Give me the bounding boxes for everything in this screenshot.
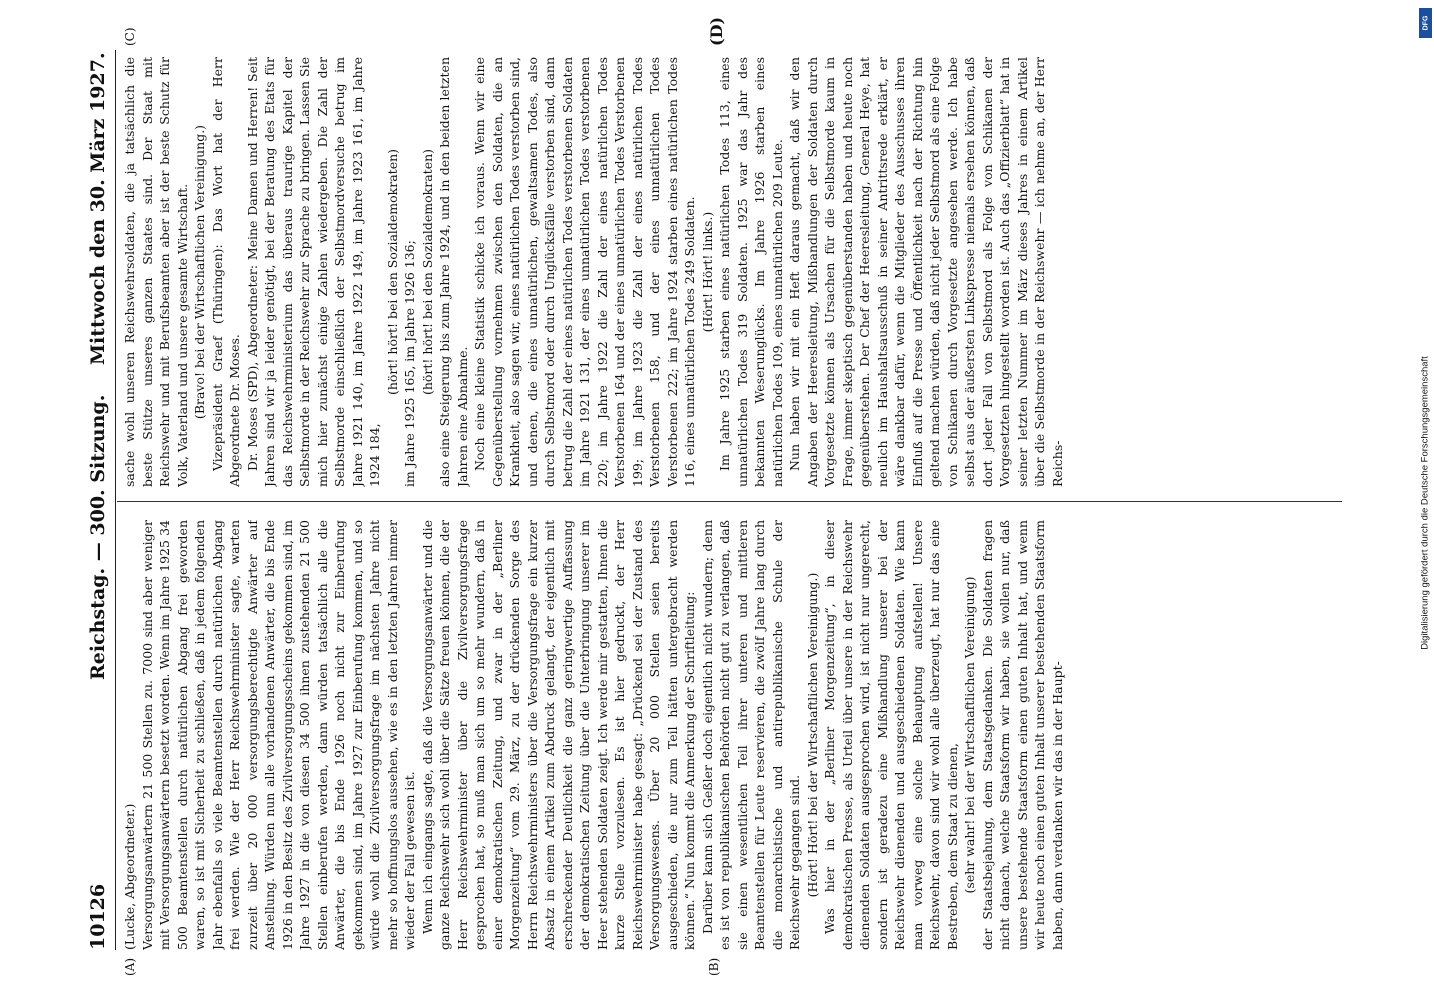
paragraph: sache wohl unseren Reichswehrsoldaten, die ja tatsächlich die beste Stütze unseres ganzen Staates sind. Der Staat mit Reichswehr und mit Berufsbeamten aber ist der beste Schutz für Volk, Vaterland und unsere gesamte Wirtschaft. — [122, 57, 190, 487]
paragraph: Was hier in der „Berliner Morgenzeitung“, in dieser demokratischen Presse, als Urteil über unsere in der Reichswehr dienenden Soldaten ausgesprochen wird, ist nicht nur ungerecht, sondern ist geradezu eine Mißhandlung unserer bei der Reichswehr dienenden und ausgeschiedenen Soldaten. Wie kann man vorweg eine solche Behauptung aufstellen! Unsere Reichswehr, davon sind wir wohl alle überzeugt, hat nur das eine Bestreben, dem Staat zu dienen, — [822, 520, 960, 950]
paragraph: Noch eine kleine Statistik schicke ich voraus. Wenn wir eine Gegenüberstellung vornehmen zwischen den Soldaten, die an Krankheit, also sagen wir, eines natürlichen Todes verstorben sind, und denen, die eines unnatürlichen, gewaltsamen Todes, also durch Selbstmord oder durch Unglücksfälle verstorben sind, dann betrug die Zahl der eines natürlichen Todes verstorbenen Soldaten im Jahre 1921 131, der eines unnatürlichen Todes verstorbenen 220; im Jahre 1922 die Zahl der eines natürlichen Todes Verstorbenen 164 und der eines unnatürlichen Todes Verstorbenen 199; im Jahre 1923 die Zahl der eines natürlichen Todes Verstorbenen 158, und der eines unnatürlichen Todes Verstorbenen 222; im Jahre 1924 starben eines natürlichen Todes 116, eines unnatürlichen Todes 249 Soldaten. — [472, 57, 697, 487]
column-divider — [117, 501, 1342, 502]
dfg-logo: DFG — [1419, 8, 1432, 38]
left-column — [121, 520, 1331, 950]
paragraph: Im Jahre 1925 starben eines natürlichen Todes 113, eines unnatürlichen Todes 319 Soldaten. 1925 war das Jahr des bekannten Weserunglücks. Im Jahre 1926 starben eines natürlichen Todes 109, eines unnatürlichen 209 Leute. — [717, 57, 785, 487]
margin-mark-a: (A) — [123, 957, 137, 976]
session-date: Mittwoch den 30. März 1927. — [87, 52, 109, 365]
interjection: (sehr wahr! bei der Wirtschaftlichen Vereinigung) — [962, 576, 977, 894]
paragraph: Wenn ich eingangs sagte, daß die Versorgungsanwärter und die ganze Reichswehr sich wohl über die Sätze freuen können, die der Herr Reichswehrminister über die Zivilversorgungsfrage gesprochen hat, so muß man sich um so mehr wundern, daß in einer demokratischen Zeitung, und zwar in der „Berliner Morgenzeitung“ vom 29. März, zu der drückenden Sorge des Herrn Reichswehrministers über die Versorgungsfrage ein kurzer Absatz in einem Artikel zum Abdruck gelangt, der eigentlich mit erschreckender Deutlichkeit die ganz geringwertige Auffassung der demokratischen Zeitung über die Unterbringung unserer im Heer stehenden Soldaten zeigt. Ich werde mir gestatten, Ihnen die kurze Stelle vorzulesen. Es ist hier gedruckt, der Herr Reichswehrminister habe gesagt: „Drückend sei der Zustand des Versorgungswesens. Über 20 000 Stellen seien bereits ausgeschieden, die nur zum Teil hätten untergebracht werden können.“ Nun kommt die Anmerkung der Schriftleitung: — [419, 520, 697, 950]
margin-mark-d: (D) — [707, 16, 726, 46]
paragraph: also eine Steigerung bis zum Jahre 1924, und in den beiden letzten Jahren eine Abnahme. — [437, 57, 470, 487]
quote-paragraph: Darüber kann sich Geßler doch eigentlich nicht wundern; denn es ist von republikanischen Behörden nicht gut zu verlangen, daß sie einen wesentlichen Teil ihrer unteren und mittleren Beamtenstellen für Leute reservieren, die zwölf Jahre lang durch die monarchistische und antirepublikanische Schule der Reichswehr gegangen sind. — [699, 520, 802, 950]
interjection: (Hört! Hört! links.) — [699, 211, 715, 333]
speaker-paragraph: Dr. Moses (SPD), Abgeordneter: Meine Damen und Herren! Seit Jahren sind wir ja leider genötigt, bei der Beratung des Etats für das Reichswehrministerium das überaus traurige Kapitel der Selbstmorde in der Reichswehr zur Sprache zu bringen. Lassen Sie mich hier zunächst einige Zahlen wiedergeben. Die Zahl der Selbstmorde einschließlich der Selbstmordversuche betrug im Jahre 1921 140, im Jahre 1922 149, im Jahre 1923 161, im Jahre 1924 184, — [244, 57, 382, 487]
paragraph: Versorgungsanwärtern 21 500 Stellen zu. 7000 sind aber weniger mit Versorgungsanwärtern besetzt worden. Wenn im Jahre 1925 34 500 Beamtenstellen durch natürlichen Abgang frei geworden waren, so ist mit Sicherheit zu schließen, daß in jedem folgenden Jahr ebenfalls so viele Beamtenstellen durch natürlichen Abgang frei werden. Wie der Herr Reichswehrminister sagte, warten zurzeit über 20 000 versorgungsberechtigte Anwärter auf Anstellung. Würden nun alle vorhandenen Anwärter, die bis Ende 1926 in den Besitz des Zivilversorgungsscheins gekommen sind, im Jahre 1927 in die von diesen 34 500 ihnen zustehenden 21 500 Stellen einberufen werden, dann würden tatsächlich alle die Anwärter, die bis Ende 1926 noch nicht zur Einberufung gekommen sind, im Jahre 1927 zur Einberufung kommen, und so würde wohl die Zivilversorgungsfrage im nächsten Jahre nicht mehr so hoffnungslos aussehen, wie es in den letzten Jahren immer wieder der Fall gewesen ist. — [139, 520, 417, 950]
interjection: (hört! hört! bei den Sozialdemokraten) — [384, 148, 400, 396]
digitization-credit — [1418, 8, 1432, 998]
credit-text: Digitalisierung gefördert durch die Deutsche Forschungsgemeinschaft — [1419, 356, 1431, 650]
interjection: (hört! hört! bei den Sozialdemokraten) — [419, 148, 435, 396]
paragraph: Nun haben wir mit ein Heft daraus gemacht, daß wir den Angaben der Heeresleitung, Mißhandlungen der Soldaten durch Vorgesetzte können als Ursachen für die Selbstmorde kaum in Frage, immer skeptisch gegenüberstanden haben und heute noch gegenüberstehen. Der Chef der Heeresleitung, General Heye, hat neulich im Haushaltsausschuß in seiner Antrittsrede erklärt, er wäre dankbar dafür, wenn die Mitglieder des Ausschusses ihren Einfluß auf die Presse und Öffentlichkeit nach der Richtung hin geltend machen würden, daß nicht jeder Selbstmord als eine Folge von Schikanen durch Vorgesetzte angesehen werde. Ich habe selbst aus der äußersten Linkspresse niemals ersehen können, daß dort jeder Fall von Selbstmord als Folge von Schikanen der Vorgesetzten hingestellt worden ist. Auch das „Offizierblatt“ hat in seiner letzten Nummer im März dieses Jahres in einem Artikel über die Selbstmorde in der Reichswehr — ich nehme an, der Herr Reichs- — [787, 57, 1065, 487]
margin-mark-b: (B) — [707, 957, 721, 976]
margin-mark-c: (C) — [123, 27, 137, 46]
interjection: (Hört! Hört! bei der Wirtschaftlichen Vereinigung.) — [804, 572, 820, 898]
right-column — [121, 57, 1331, 487]
header-rule — [115, 50, 116, 950]
interjection: (Bravo! bei der Wirtschaftlichen Vereinigung.) — [192, 124, 207, 420]
paragraph: (Lucke, Abgeordneter.) — [122, 803, 137, 950]
rotated-page-sheet — [87, 16, 1347, 976]
page-header — [87, 50, 111, 950]
paragraph: der Staatsbejahung, dem Staatsgedanken. Die Soldaten fragen nicht danach, welche Staatsform wir haben, sie wollen nur, daß unsere bestehende Staatsform einen guten Inhalt hat, und wenn wir heute noch einen guten Inhalt unserer bestehenden Staatsform haben, dann verdanken wir das in der Haupt- — [979, 520, 1065, 950]
speaker-paragraph: Vizepräsident Graef (Thüringen): Das Wort hat der Herr Abgeordnete Dr. Moses. — [209, 57, 242, 487]
session-title: Reichstag. — 300. Sitzung. — [87, 394, 109, 680]
page-number: 10126 — [87, 883, 109, 950]
paragraph: im Jahre 1925 165, im Jahre 1926 136; — [402, 240, 417, 487]
